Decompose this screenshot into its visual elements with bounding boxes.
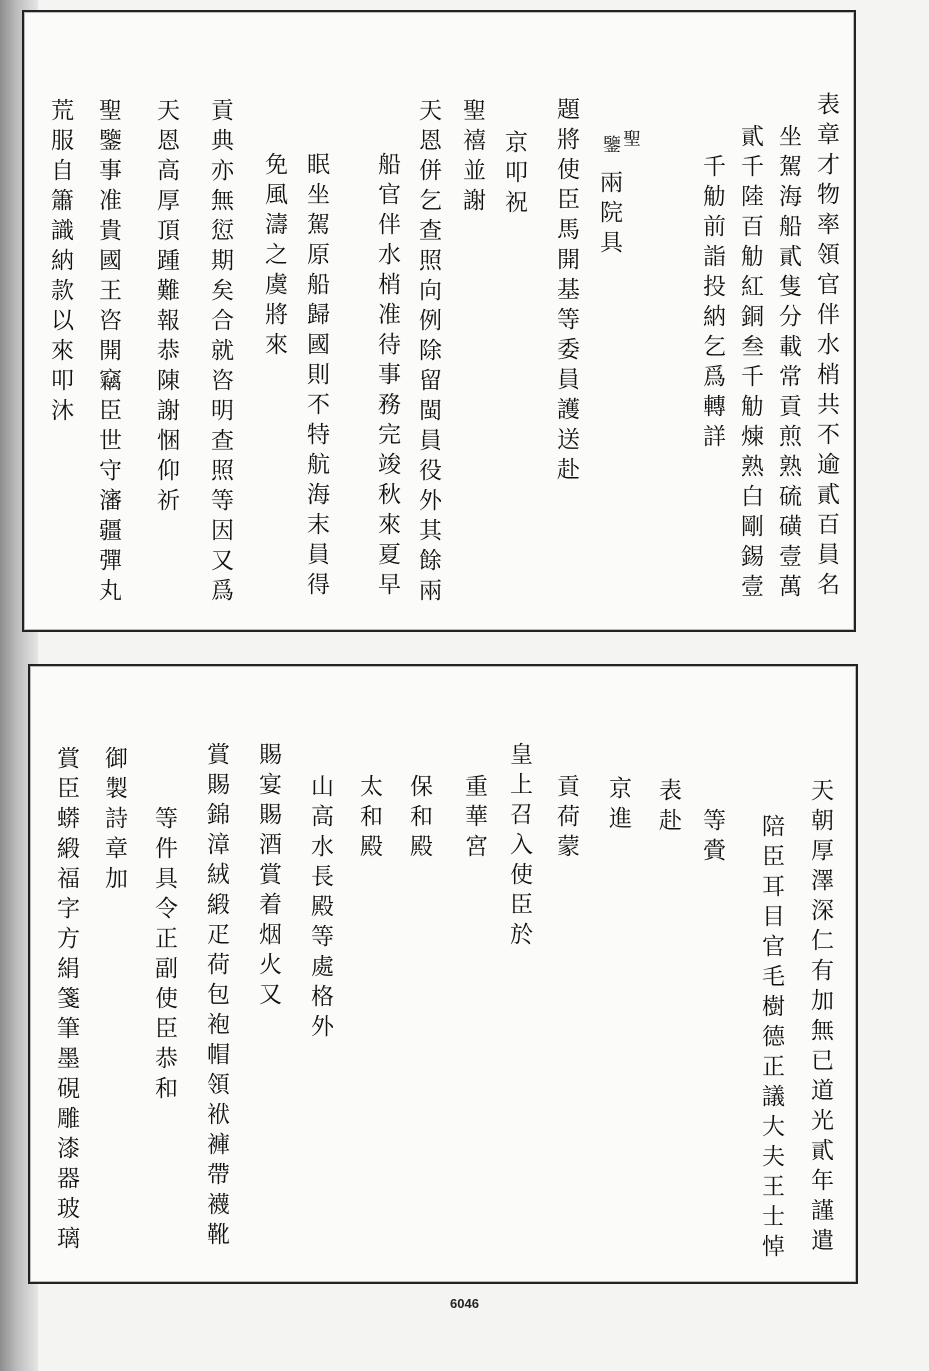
- text-column: 題將使臣馬開基等委員護送赴: [553, 97, 579, 487]
- text-column: 兩院具: [596, 170, 622, 260]
- text-column: 等件具令正副使臣恭和: [151, 806, 177, 1106]
- text-column: 聖鑒事准貴國王咨開竊臣世守瀋疆彈丸: [95, 98, 121, 608]
- text-column: 陪臣耳目官毛樹德正議大夫王士悼: [758, 814, 784, 1264]
- text-column: 賞賜錦漳絨緞疋荷包袍帽領袱褲帶襪靴: [203, 742, 229, 1252]
- text-column: 貢典亦無愆期矣合就咨明查照等因又爲: [207, 98, 233, 608]
- manuscript-page-top: [22, 10, 856, 632]
- text-column: 天恩併乞查照向例除留閩員役外其餘兩: [415, 98, 441, 608]
- text-column: 天恩高厚頂踵難報恭陳謝悃仰祈: [153, 98, 179, 518]
- text-column: 免風濤之虞將來: [261, 152, 287, 362]
- text-column: 保和殿: [406, 774, 432, 864]
- text-column: 賞臣蟒緞福字方絹箋筆墨硯雕漆器玻璃: [53, 746, 79, 1256]
- text-column: 表章才物率領官伴水梢共不逾貳百員名: [813, 92, 839, 602]
- text-column: 眠坐駕原船歸國則不特航海末員得: [303, 152, 329, 602]
- text-column: 表赴: [655, 778, 681, 838]
- text-column: 京叩祝: [501, 130, 527, 220]
- text-column: 坐駕海船貳隻分載常貢煎熟硫磺壹萬: [775, 124, 801, 604]
- text-column: 等賫: [699, 808, 725, 868]
- text-column: 貳千陸百觔紅銅叁千觔煉熟白剛錫壹: [737, 124, 763, 604]
- text-column: 荒服自簫識納款以來叩沐: [47, 98, 73, 428]
- text-column: 天朝厚澤深仁有加無已道光貳年謹遣: [807, 778, 833, 1258]
- manuscript-page-bottom: [28, 664, 858, 1284]
- text-column: 聖禧並謝: [459, 98, 485, 218]
- text-column: 御製詩章加: [101, 746, 127, 896]
- text-column: 鑒: [600, 135, 621, 161]
- text-column: 千觔前詣投納乞爲轉詳: [699, 154, 725, 454]
- text-column: 聖: [620, 129, 641, 155]
- text-column: 京進: [605, 776, 631, 836]
- text-column: 貢荷蒙: [553, 774, 579, 864]
- text-column: 皇上召入使臣於: [506, 742, 532, 952]
- text-column: 山高水長殿等處格外: [307, 774, 333, 1044]
- text-column: 太和殿: [356, 774, 382, 864]
- page-number: 6046: [450, 1296, 479, 1311]
- text-column: 賜宴賜酒賞着烟火又: [255, 742, 281, 1012]
- text-column: 重華宮: [461, 774, 487, 864]
- text-column: 船官伴水梢准待事務完竣秋來夏早: [374, 152, 400, 602]
